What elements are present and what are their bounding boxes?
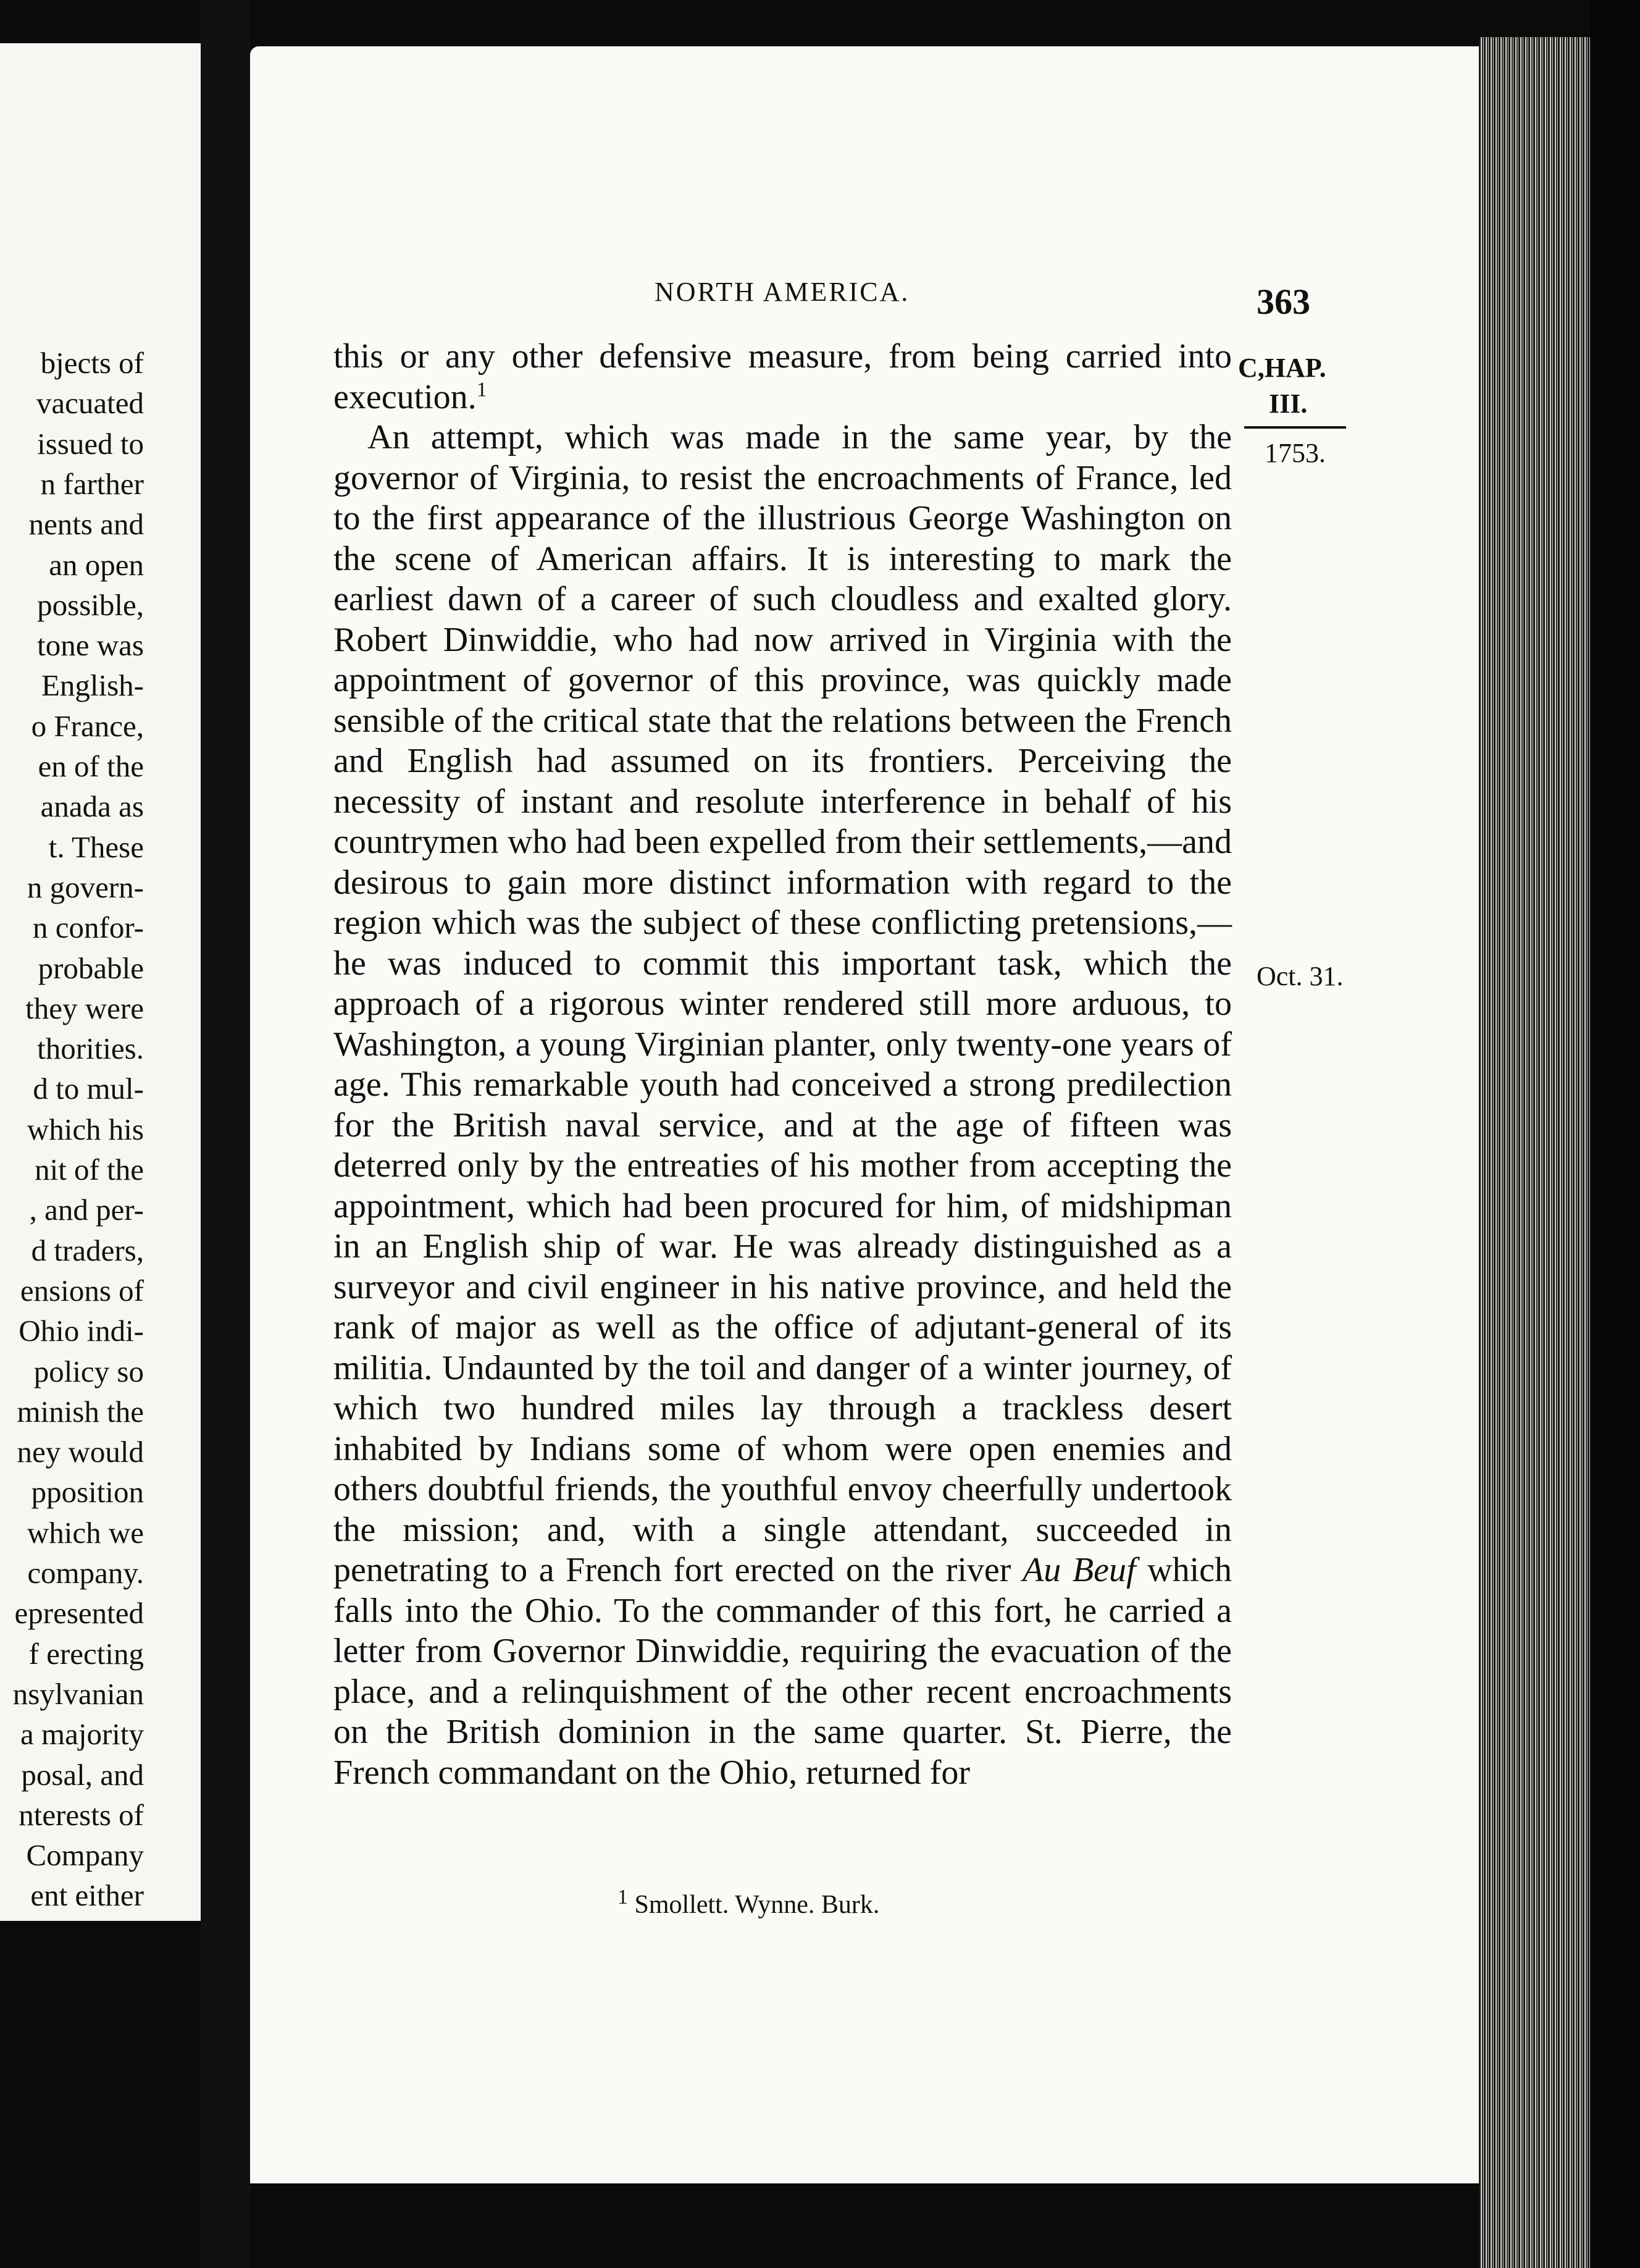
- previous-page-line: posal, and: [21, 1757, 144, 1792]
- running-head: NORTH AMERICA.: [655, 277, 910, 307]
- previous-page-line: d traders,: [31, 1233, 144, 1267]
- previous-page-line: bjects of: [40, 346, 144, 380]
- previous-page-line: tone was: [37, 628, 144, 663]
- previous-page-line: minish the: [17, 1394, 144, 1429]
- margin-date: Oct. 31.: [1257, 961, 1344, 991]
- previous-page-line: en of the: [38, 749, 144, 783]
- footnote: [617, 1886, 880, 1920]
- previous-page-line: which we: [27, 1515, 144, 1550]
- body-text: [333, 337, 1232, 1793]
- previous-page-line: policy so: [33, 1354, 144, 1388]
- previous-page-line: they were: [25, 991, 144, 1025]
- previous-page-line: t. These: [48, 830, 144, 864]
- previous-page-line: Company: [26, 1838, 144, 1873]
- river-name: Au Beuf: [1023, 1551, 1136, 1589]
- previous-page-line: o France,: [31, 708, 144, 743]
- previous-page-line: anada as: [40, 789, 144, 824]
- footnote-ref: 1: [476, 377, 487, 401]
- paragraph-1: [333, 337, 1232, 418]
- previous-page-line: Ohio indi-: [19, 1314, 144, 1348]
- previous-page-line: possible,: [37, 587, 144, 622]
- previous-page-line: epresented: [14, 1596, 144, 1631]
- margin-year: 1753.: [1265, 438, 1326, 468]
- previous-page-line: d to mul-: [33, 1072, 144, 1106]
- previous-page-line: n farther: [40, 466, 144, 501]
- previous-page-line: issued to: [37, 426, 144, 461]
- background-edge: [1590, 0, 1640, 2268]
- previous-page-line: ent either: [30, 1878, 144, 1913]
- paragraph-2-text-b: which falls into the Ohio. To the commander of this fort, he carried a letter from Governor Dinwiddie, requiring the evacuation of the place, and a relinquishment of the other recent encroachments on the British dominion in the same quarter. St. Pierre, the French commandant on the Ohio, returned for: [333, 1551, 1232, 1792]
- paragraph-1-text: this or any other defensive measure, from being carried into execution.: [333, 337, 1232, 416]
- previous-page-line: n confor-: [33, 910, 144, 945]
- previous-page-line: probable: [38, 951, 144, 985]
- margin-chapter-label: C,HAP.: [1238, 353, 1326, 383]
- previous-page-line: vacuated: [36, 386, 144, 421]
- previous-page-line: nterests of: [19, 1797, 144, 1832]
- footnote-marker: 1: [617, 1886, 628, 1909]
- previous-page-line: f erecting: [28, 1636, 144, 1671]
- previous-page-line: ney would: [17, 1435, 144, 1469]
- previous-page-line: a majority: [20, 1717, 144, 1752]
- previous-page-line: ensions of: [20, 1273, 144, 1308]
- previous-page-line: an open: [49, 547, 144, 582]
- previous-page-fragment: [0, 43, 201, 1921]
- previous-page-line: thorities.: [37, 1031, 144, 1066]
- previous-page-line: , and per-: [29, 1193, 144, 1227]
- previous-page-line: nit of the: [35, 1153, 144, 1186]
- previous-page-line: English-: [41, 668, 144, 703]
- previous-page-line: pposition: [31, 1475, 144, 1510]
- previous-page-line: company.: [27, 1556, 144, 1590]
- paragraph-2-text-a: An attempt, which was made in the same year, by the governor of Virginia, to resist the encroachments of France, led to the first appearance of the illustrious George Washington on the scene of American affairs. It is interesting to mark the earliest dawn of a career of such cloudless and exalted glory. Robert Dinwiddie, who had now arrived in Virginia with the appointment of governor of this province, was quickly made sensible of the critical state that the relations between the French and English had assumed on its frontiers. Perceiving the necessity of instant and resolute interference in behalf of his countrymen who had been expelled from their settlements,—and desirous to gain more distinct information with regard to the region which was the subject of these conflicting pretensions,—he was induced to commit this important task, which the approach of a rigorous winter rendered still more arduous, to Washington, a young Virginian planter, only twenty-one years of age. This remarkable youth had conceived a strong predilection for the British naval service, and at the age of fifteen was deterred only by the entreaties of his mother from accepting the appointment, which had been procured for him, of midshipman in an English ship of war. He was already distinguished as a surveyor and civil engineer in his native province, and held the rank of major as well as the office of adjutant-general of its militia. Undaunted by the toil and danger of a winter journey, of which two hundred miles lay through a trackless desert inhabited by Indians some of whom were open enemies and others doubtful friends, the youthful envoy cheerfully undertook the mission; and, with a single attendant, succeeded in penetrating to a French fort erected on the river: [333, 418, 1232, 1589]
- margin-rule: [1244, 426, 1346, 429]
- margin-chapter-number: III.: [1269, 388, 1308, 419]
- paragraph-2: [333, 418, 1232, 1793]
- previous-page-line: which his: [27, 1112, 144, 1146]
- book-gutter: [201, 0, 250, 2268]
- footnote-text: Smollett. Wynne. Burk.: [634, 1891, 880, 1919]
- page-number: 363: [1257, 282, 1310, 322]
- previous-page-line: nents and: [28, 507, 144, 542]
- previous-page-line: nsylvanian: [12, 1676, 144, 1711]
- previous-page-line: n govern-: [27, 870, 144, 904]
- page-fore-edge: [1479, 37, 1590, 2268]
